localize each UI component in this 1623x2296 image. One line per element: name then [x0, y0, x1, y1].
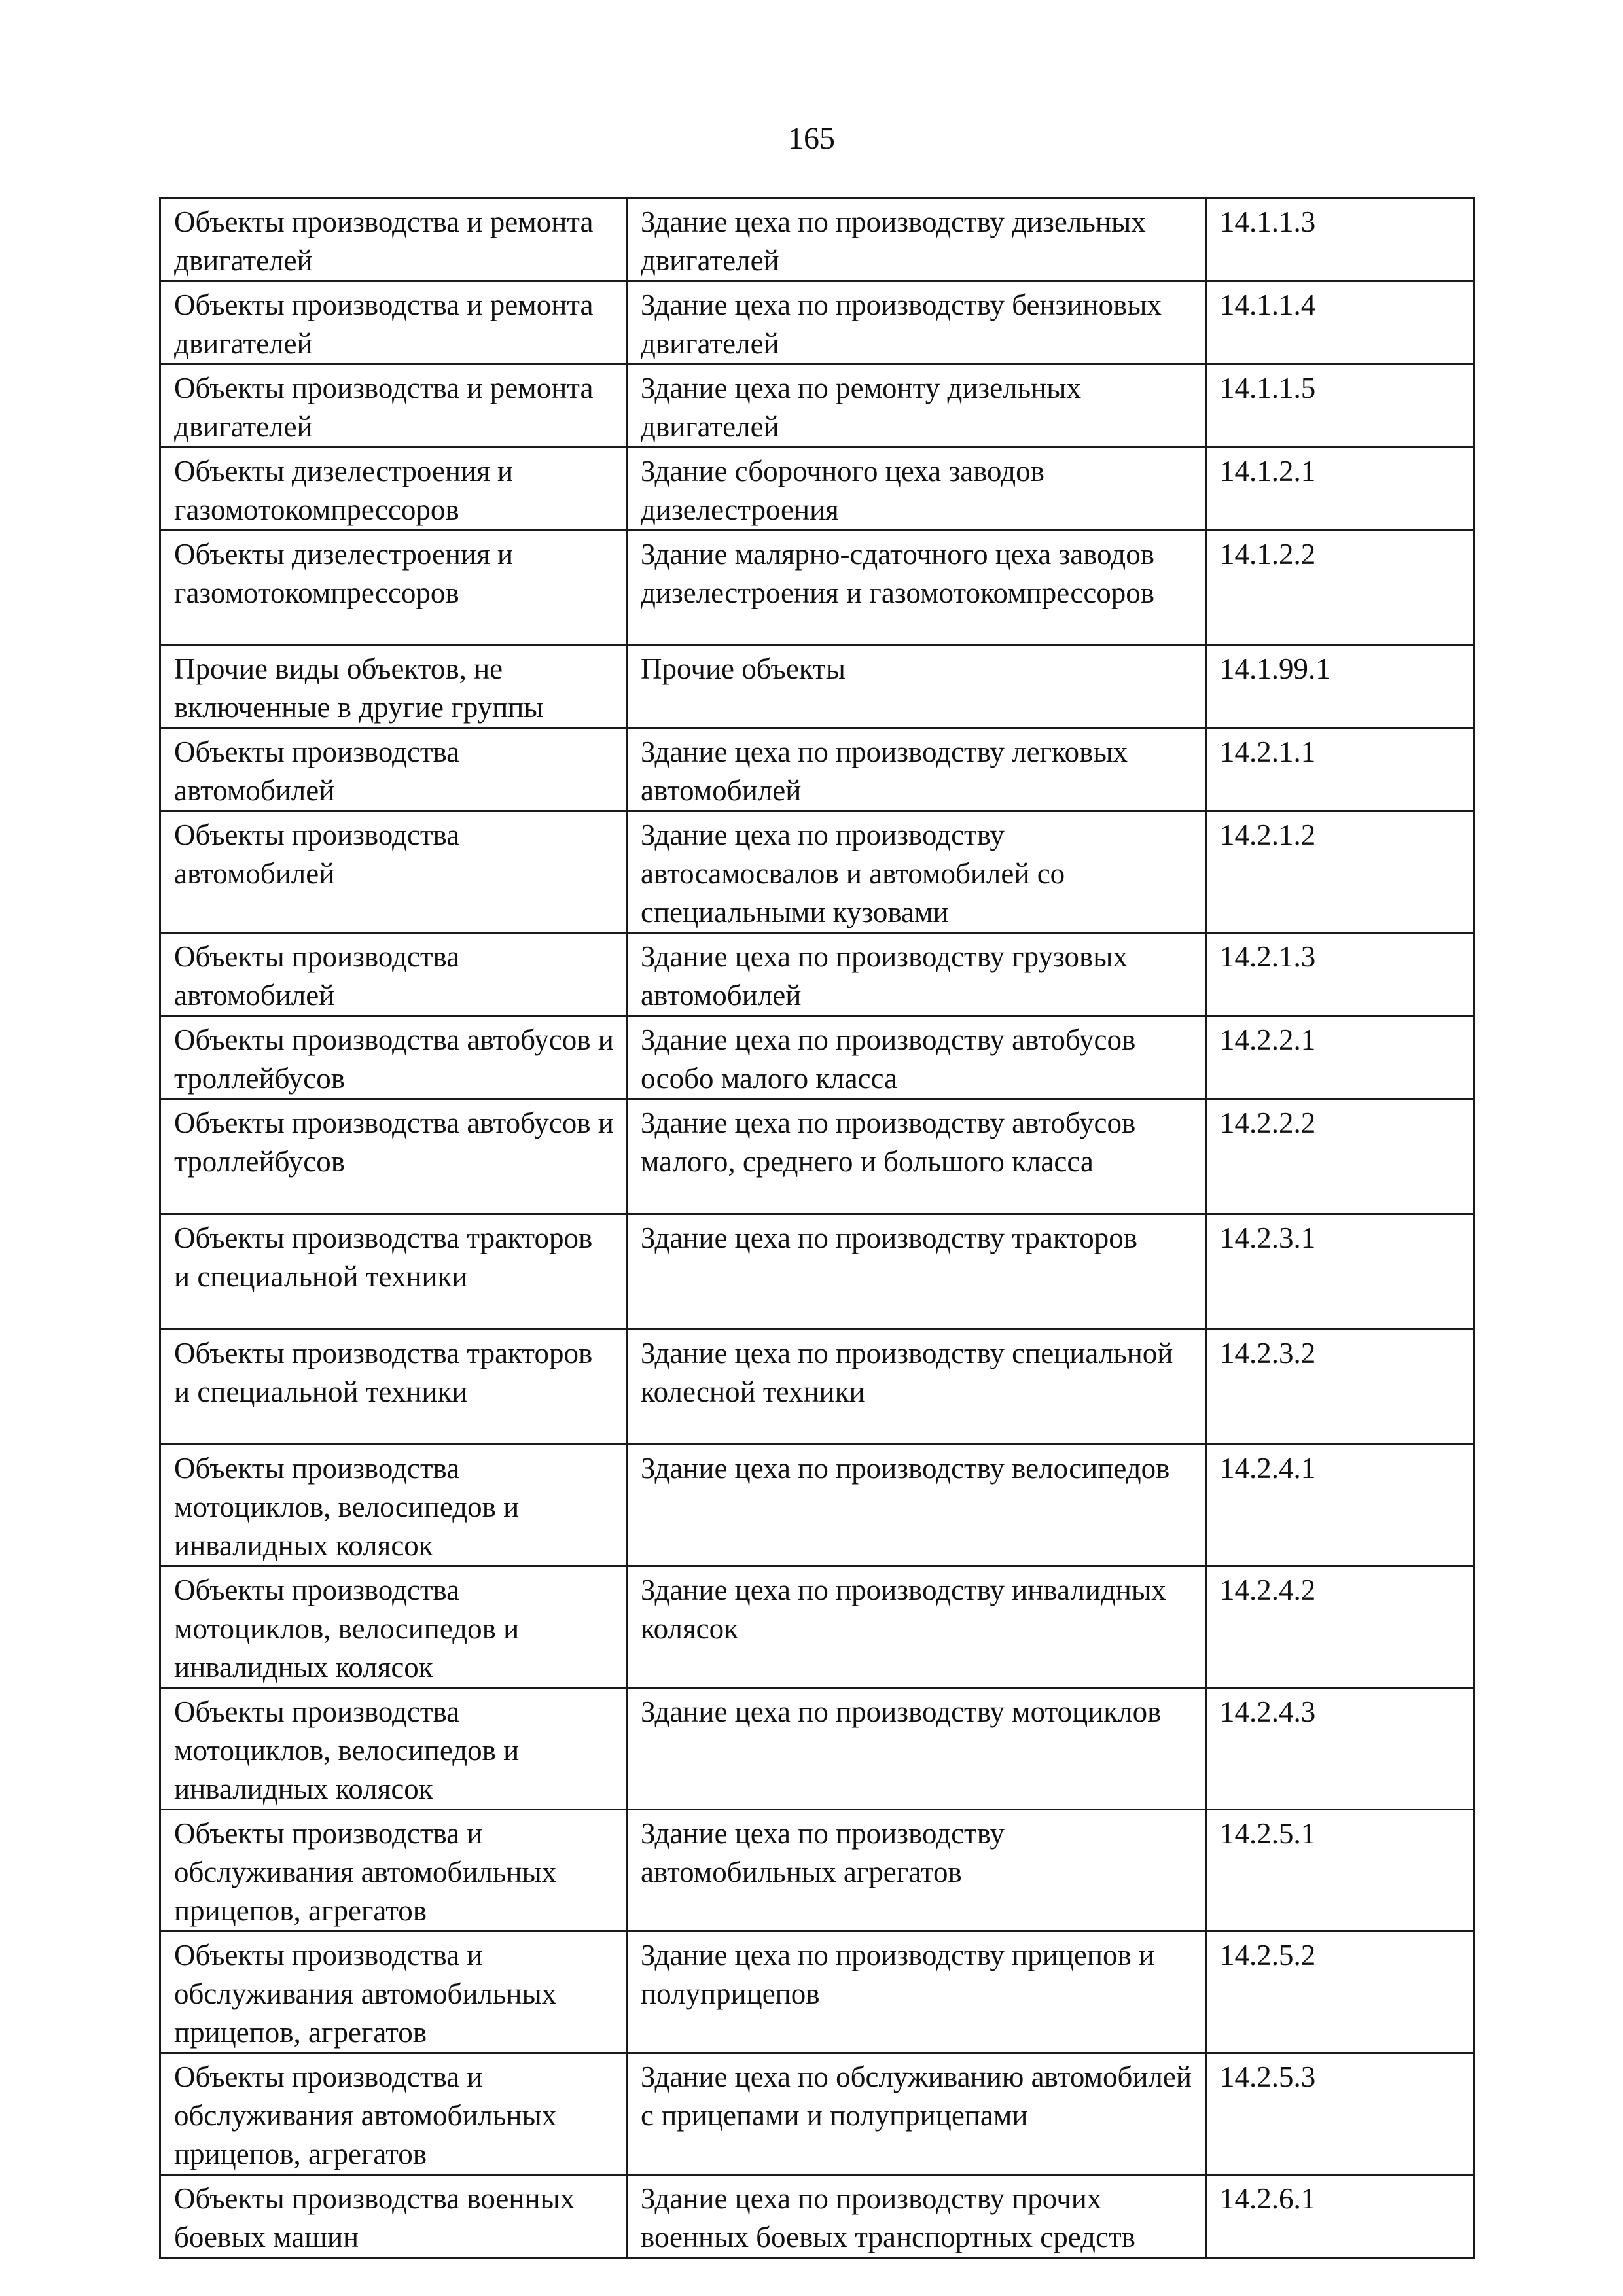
table-row	[160, 1099, 1474, 1214]
table-row	[160, 2175, 1474, 2258]
category-cell: Объекты производства автомобилей	[160, 811, 627, 933]
category-cell: Объекты дизелестроения и газомотокомпрессоров	[160, 531, 627, 645]
category-cell: Объекты производства и ремонта двигателей	[160, 281, 627, 364]
code-cell: 14.2.3.2	[1206, 1330, 1474, 1445]
code-cell: 14.2.1.2	[1206, 811, 1474, 933]
code-cell: 14.1.99.1	[1206, 645, 1474, 728]
table-row	[160, 1445, 1474, 1566]
table-row	[160, 2053, 1474, 2175]
category-cell: Объекты производства мотоциклов, велосипедов и инвалидных колясок	[160, 1688, 627, 1810]
table-row	[160, 198, 1474, 281]
object-cell: Здание сборочного цеха заводов дизелестроения	[627, 448, 1206, 531]
category-cell: Объекты производства автобусов и троллейбусов	[160, 1016, 627, 1099]
code-cell: 14.2.5.2	[1206, 1932, 1474, 2053]
category-cell: Объекты производства автомобилей	[160, 933, 627, 1016]
code-cell: 14.2.4.2	[1206, 1566, 1474, 1688]
code-cell: 14.1.2.2	[1206, 531, 1474, 645]
code-cell: 14.2.1.3	[1206, 933, 1474, 1016]
category-cell: Объекты производства тракторов и специальной техники	[160, 1214, 627, 1330]
object-cell: Здание цеха по ремонту дизельных двигателей	[627, 364, 1206, 448]
code-cell: 14.2.5.3	[1206, 2053, 1474, 2175]
object-cell: Здание цеха по производству автобусов малого, среднего и большого класса	[627, 1099, 1206, 1214]
object-cell: Здание цеха по производству инвалидных колясок	[627, 1566, 1206, 1688]
code-cell: 14.2.3.1	[1206, 1214, 1474, 1330]
table-row	[160, 364, 1474, 448]
table-row	[160, 448, 1474, 531]
object-cell: Здание цеха по производству грузовых автомобилей	[627, 933, 1206, 1016]
table-row	[160, 1330, 1474, 1445]
category-cell: Объекты производства и ремонта двигателей	[160, 198, 627, 281]
table-row	[160, 1214, 1474, 1330]
category-cell: Объекты дизелестроения и газомотокомпрессоров	[160, 448, 627, 531]
table-row	[160, 1688, 1474, 1810]
table-row	[160, 281, 1474, 364]
object-cell: Здание цеха по производству прочих военных боевых транспортных средств	[627, 2175, 1206, 2258]
object-cell: Здание цеха по производству автомобильных агрегатов	[627, 1810, 1206, 1932]
object-cell: Здание цеха по обслуживанию автомобилей с прицепами и полуприцепами	[627, 2053, 1206, 2175]
object-cell: Здание цеха по производству тракторов	[627, 1214, 1206, 1330]
object-cell: Здание цеха по производству специальной колесной техники	[627, 1330, 1206, 1445]
table-body	[160, 198, 1474, 2258]
object-cell: Здание цеха по производству автобусов особо малого класса	[627, 1016, 1206, 1099]
category-cell: Прочие виды объектов, не включенные в другие группы	[160, 645, 627, 728]
table-row	[160, 1932, 1474, 2053]
object-cell: Здание цеха по производству мотоциклов	[627, 1688, 1206, 1810]
page-number: 165	[788, 121, 835, 156]
code-cell: 14.2.2.1	[1206, 1016, 1474, 1099]
object-cell: Здание цеха по производству велосипедов	[627, 1445, 1206, 1566]
code-cell: 14.1.1.3	[1206, 198, 1474, 281]
category-cell: Объекты производства и обслуживания автомобильных прицепов, агрегатов	[160, 1810, 627, 1932]
category-cell: Объекты производства тракторов и специальной техники	[160, 1330, 627, 1445]
category-cell: Объекты производства и обслуживания автомобильных прицепов, агрегатов	[160, 2053, 627, 2175]
code-cell: 14.2.6.1	[1206, 2175, 1474, 2258]
category-cell: Объекты производства мотоциклов, велосипедов и инвалидных колясок	[160, 1445, 627, 1566]
object-cell: Здание цеха по производству легковых автомобилей	[627, 728, 1206, 811]
table-row	[160, 1810, 1474, 1932]
category-cell: Объекты производства военных боевых машин	[160, 2175, 627, 2258]
object-cell: Здание малярно-сдаточного цеха заводов дизелестроения и газомотокомпрессоров	[627, 531, 1206, 645]
category-cell: Объекты производства и обслуживания автомобильных прицепов, агрегатов	[160, 1932, 627, 2053]
category-cell: Объекты производства мотоциклов, велосипедов и инвалидных колясок	[160, 1566, 627, 1688]
object-cell: Здание цеха по производству дизельных двигателей	[627, 198, 1206, 281]
object-cell: Здание цеха по производству прицепов и полуприцепов	[627, 1932, 1206, 2053]
code-cell: 14.2.4.3	[1206, 1688, 1474, 1810]
table-row	[160, 811, 1474, 933]
table-row	[160, 531, 1474, 645]
category-cell: Объекты производства и ремонта двигателей	[160, 364, 627, 448]
object-classification-table	[159, 197, 1475, 2259]
code-cell: 14.2.1.1	[1206, 728, 1474, 811]
table-row	[160, 645, 1474, 728]
object-cell: Прочие объекты	[627, 645, 1206, 728]
code-cell: 14.2.5.1	[1206, 1810, 1474, 1932]
object-cell: Здание цеха по производству автосамосвалов и автомобилей со специальными кузовами	[627, 811, 1206, 933]
table-row	[160, 728, 1474, 811]
table-row	[160, 1566, 1474, 1688]
category-cell: Объекты производства автомобилей	[160, 728, 627, 811]
table-row	[160, 1016, 1474, 1099]
code-cell: 14.2.4.1	[1206, 1445, 1474, 1566]
category-cell: Объекты производства автобусов и троллейбусов	[160, 1099, 627, 1214]
object-cell: Здание цеха по производству бензиновых двигателей	[627, 281, 1206, 364]
code-cell: 14.2.2.2	[1206, 1099, 1474, 1214]
code-cell: 14.1.1.4	[1206, 281, 1474, 364]
code-cell: 14.1.2.1	[1206, 448, 1474, 531]
code-cell: 14.1.1.5	[1206, 364, 1474, 448]
table-row	[160, 933, 1474, 1016]
